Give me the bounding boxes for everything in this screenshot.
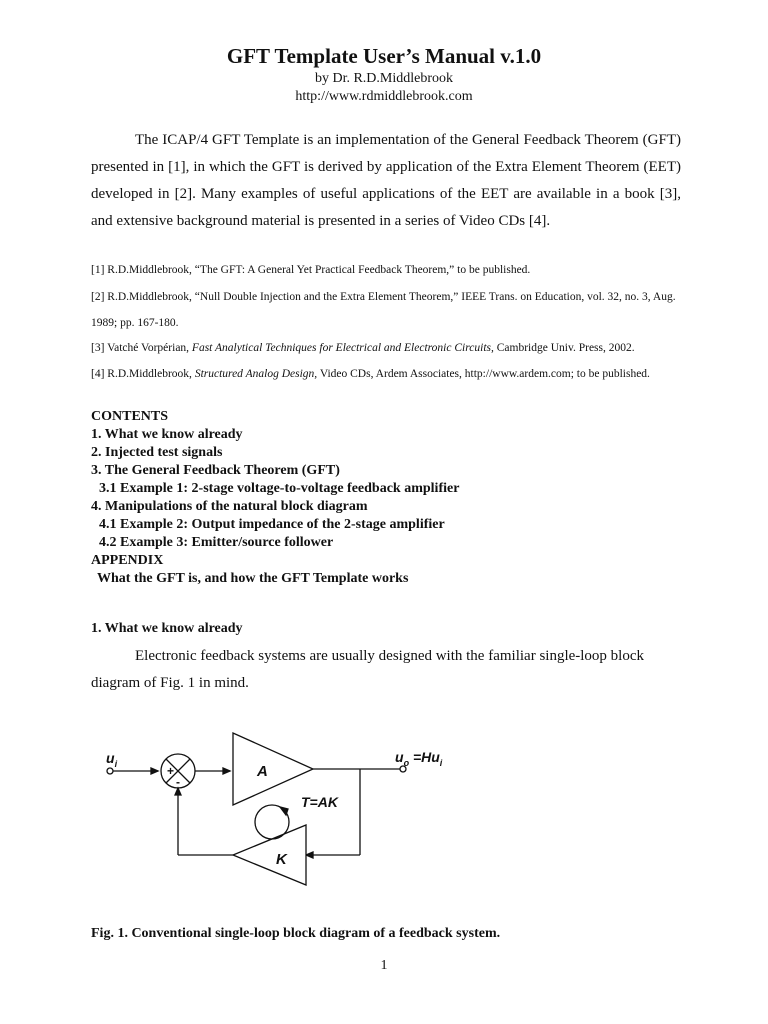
figure-caption: Fig. 1. Conventional single-loop block diagram of a feedback system. [91, 926, 501, 941]
contents-item: 3. The General Feedback Theorem (GFT) [91, 463, 340, 478]
intro-paragraph [91, 127, 681, 235]
plus-sign: + [167, 764, 175, 778]
contents-item: 1. What we know already [91, 427, 243, 442]
page-number: 1 [380, 958, 388, 973]
contents-item: 2. Injected test signals [91, 445, 223, 460]
reference-3-title: Fast Analytical Techniques for Electrical and Electronic Circuits, [191, 342, 494, 354]
section-1-paragraph [91, 643, 681, 697]
reference-3 [91, 336, 635, 360]
intro-indent [91, 132, 135, 148]
contents-item: What the GFT is, and how the GFT Template works [97, 571, 409, 586]
output-label: $u_o =Hu_i$ [395, 749, 443, 768]
section-1-indent [91, 648, 135, 664]
contents-item: 4. Manipulations of the natural block diagram [91, 499, 368, 514]
contents-item: 4.2 Example 3: Emitter/source follower [99, 535, 334, 550]
contents-heading: CONTENTS [91, 409, 169, 424]
minus-sign: - [176, 775, 180, 789]
input-label: $u_i$ [106, 750, 118, 769]
feedback-amplifier [233, 825, 306, 885]
reference-1: [1] R.D.Middlebrook, “The GFT: A General Yet Practical Feedback Theorem,” to be published. [91, 264, 531, 276]
block-diagram [100, 725, 480, 905]
author: by Dr. R.D.Middlebrook [314, 71, 454, 86]
reference-3-suffix: Cambridge Univ. Press, 2002. [493, 342, 635, 354]
block-diagram-svg [100, 725, 480, 900]
author-url: http://www.rdmiddlebrook.com [295, 89, 473, 104]
section-1-text: Electronic feedback systems are usually designed with the familiar single-loop block diagram of Fig. 1 in mind. [91, 648, 645, 691]
reference-4-title: Structured Analog Design, [194, 368, 318, 380]
contents-item: APPENDIX [91, 553, 164, 568]
byline [0, 70, 768, 106]
intro-text: The ICAP/4 GFT Template is an implementation of the General Feedback Theorem (GFT) presented in [1], in which the GFT is derived by application of the Extra Element Theorem (EET) developed in [2]. Many examples of useful applications of the EET are available in a book [3], and extensive background material is presented in a series of Video CDs [4]. [91, 132, 681, 229]
contents-item: 3.1 Example 1: 2-stage voltage-to-voltage feedback amplifier [99, 481, 460, 496]
reference-2: [2] R.D.Middlebrook, “Null Double Injection and the Extra Element Theorem,” IEEE Trans. on Education, vol. 32, no. 3, Aug. 1989; pp. 167-180. [91, 291, 676, 329]
loop-gain-label: T=AK [301, 794, 338, 810]
reference-3-prefix: [3] Vatché Vorpérian, [91, 342, 192, 354]
forward-block-label: A [257, 763, 268, 780]
table-of-contents [91, 408, 459, 588]
reference-4-suffix: Video CDs, Ardem Associates, http://www.ardem.com; to be published. [317, 368, 650, 380]
reference-4 [91, 362, 650, 386]
reference-4-prefix: [4] R.D.Middlebrook, [91, 368, 195, 380]
input-terminal [107, 768, 113, 774]
feedback-block-label: K [276, 851, 287, 868]
contents-item: 4.1 Example 2: Output impedance of the 2-stage amplifier [99, 517, 445, 532]
document-title: GFT Template User’s Manual v.1.0 [226, 44, 542, 68]
section-1-heading: 1. What we know already [91, 621, 243, 636]
